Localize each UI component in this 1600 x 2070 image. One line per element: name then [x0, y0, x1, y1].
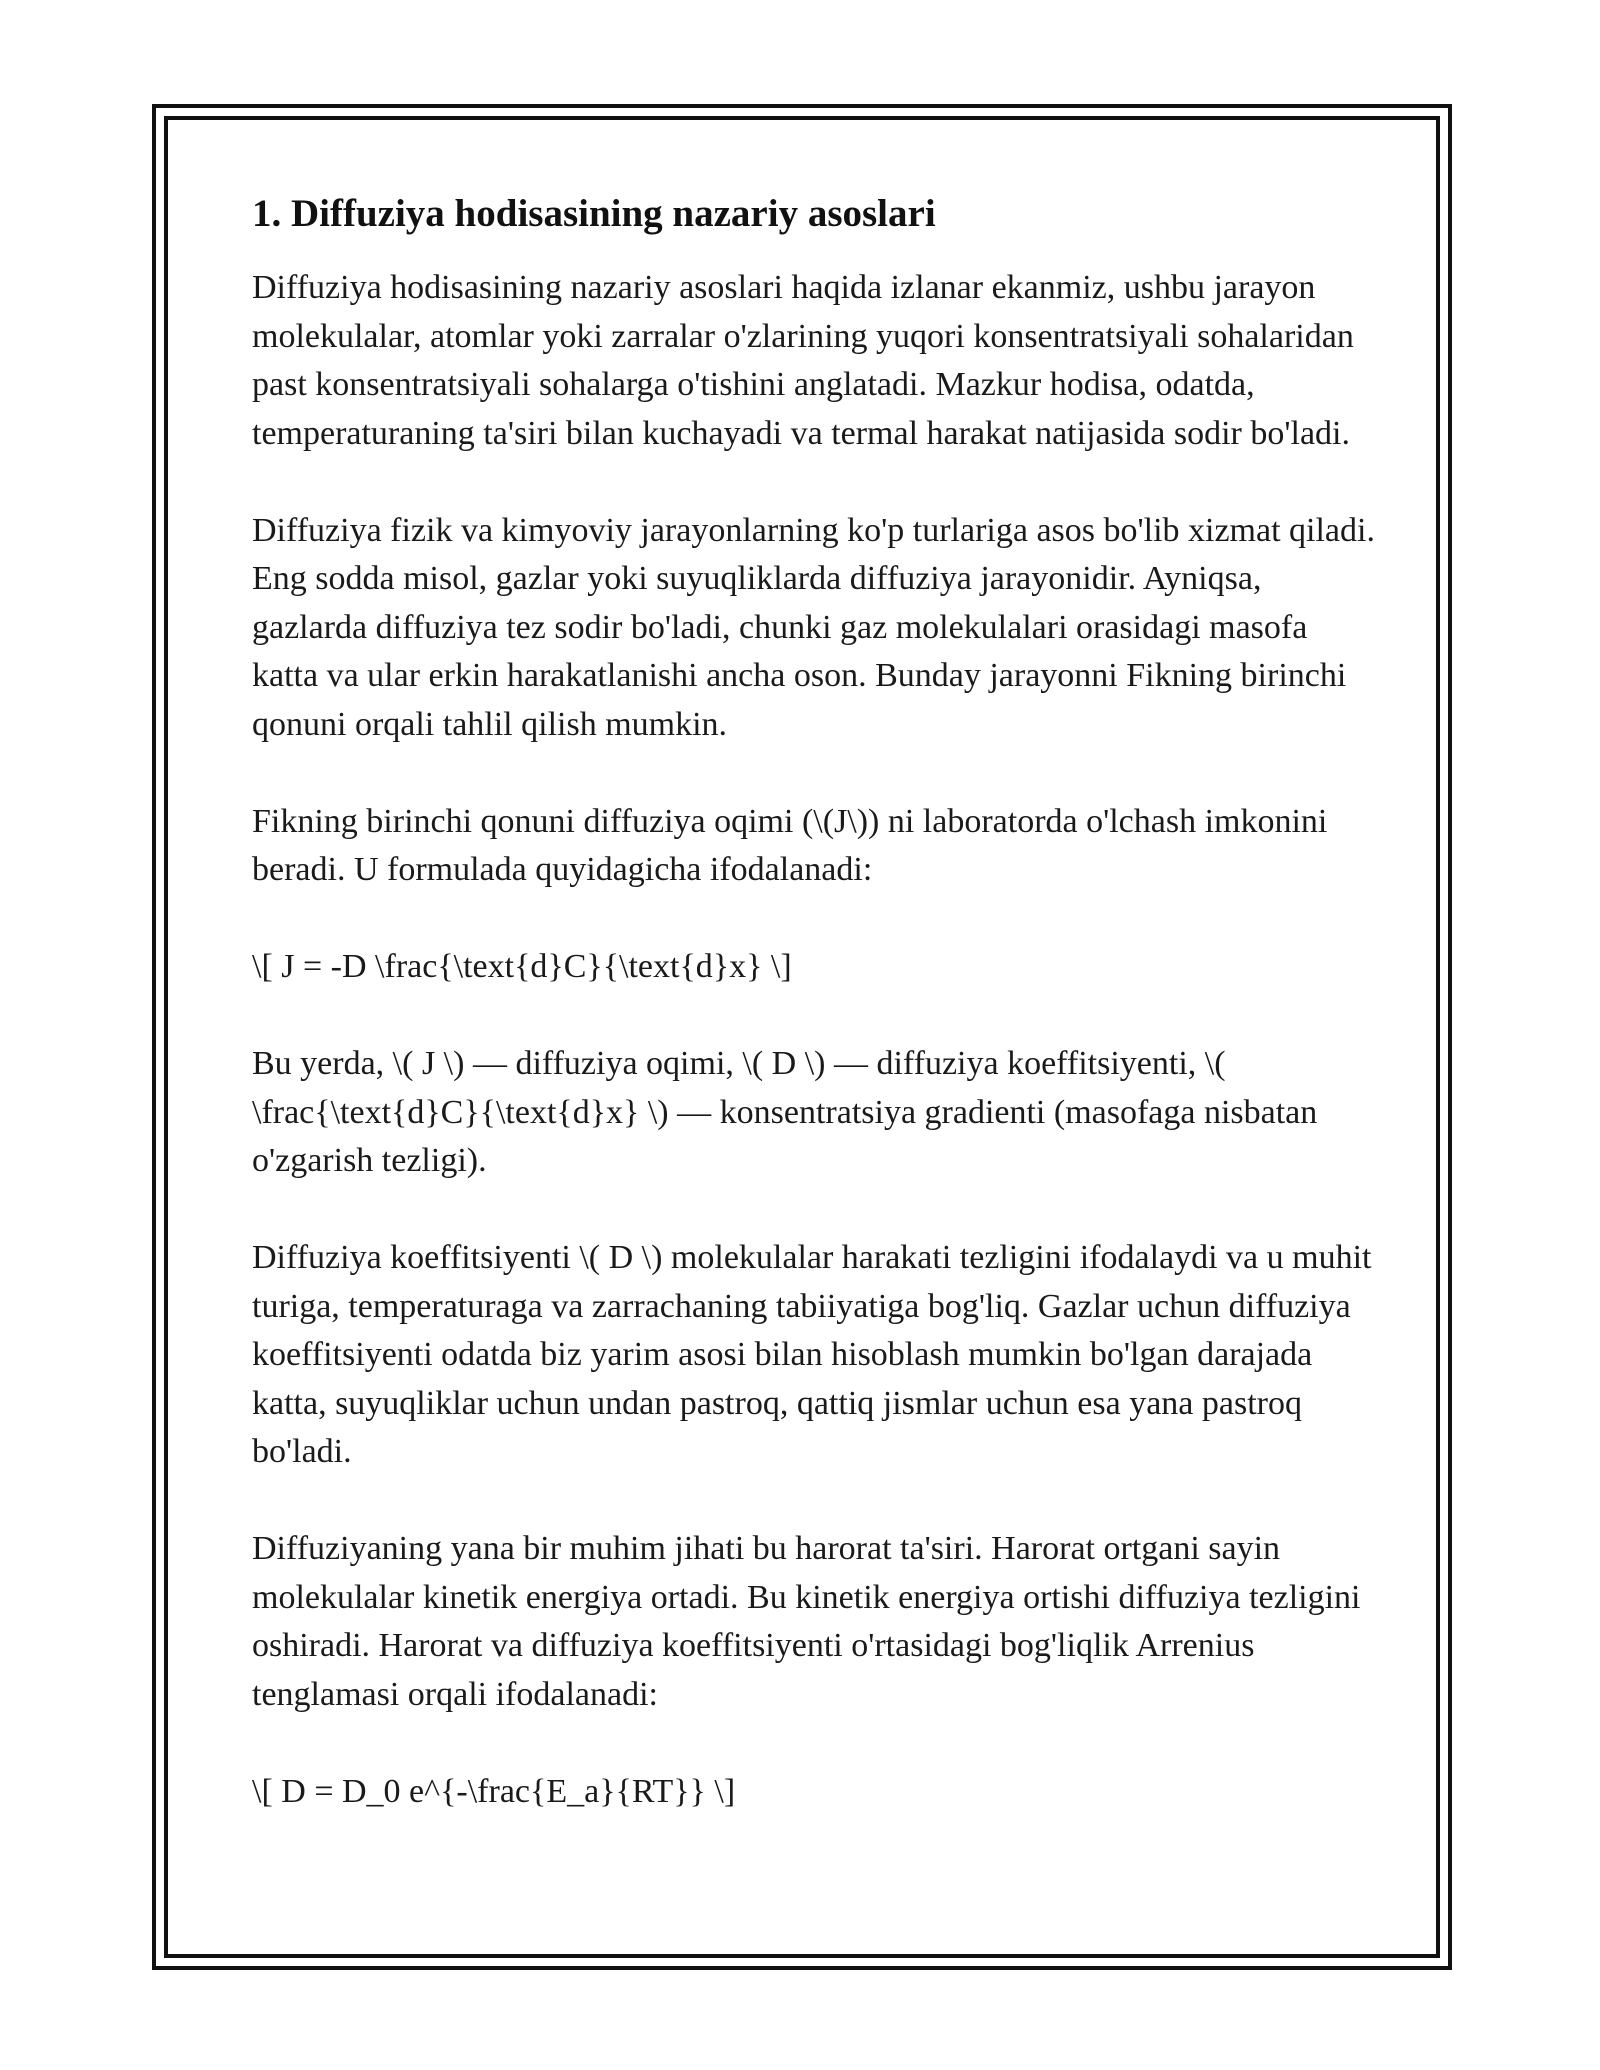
page-border-inner: [164, 116, 1440, 1958]
paragraph-diffusion-definition: Diffuziya hodisasining nazariy asoslari haqida izlanar ekanmiz, ushbu jarayon molekulalar, atomlar yoki zarralar o'zlarining yuqori konsentratsiyali sohalaridan past konsentratsiyali sohalarga o'tishini anglatadi. Mazkur hodisa, odatda, temperaturaning ta'siri bilan kuchayadi va termal harakat natijasida sodir bo'ladi.: [252, 269, 1354, 452]
formula-arrhenius: \[ D = D_0 e^{-\frac{E_a}{RT}} \]: [252, 1772, 736, 1810]
paragraph-formula-terms: Bu yerda, \( J \) — diffuziya oqimi, \( D \) — diffuziya koeffitsiyenti, \( \frac{\text{d}C}{\text{d}x} \) — konsentratsiya gradienti (masofaga nisbatan o'zgarish tezligi).: [252, 1045, 1318, 1179]
document-body: [252, 188, 1380, 1816]
paragraph-diffusion-coefficient: Diffuziya koeffitsiyenti \( D \) molekulalar harakati tezligini ifodalaydi va u muhit turiga, temperaturaga va zarrachaning tabiiyatiga bog'liq. Gazlar uchun diffuziya koeffitsiyenti odatda biz yarim asosi bilan hisoblash mumkin bo'lgan darajada katta, suyuqliklar uchun undan pastroq, qattiq jismlar uchun esa yana pastroq bo'ladi.: [252, 1239, 1372, 1470]
page-border-outer: [152, 104, 1452, 1970]
section-title: 1. Diffuziya hodisasining nazariy asoslari: [252, 192, 936, 235]
paragraph-diffusion-examples: Diffuziya fizik va kimyoviy jarayonlarning ko'p turlariga asos bo'lib xizmat qiladi. Eng sodda misol, gazlar yoki suyuqliklarda diffuziya jarayonidir. Ayniqsa, gazlarda diffuziya tez sodir bo'ladi, chunki gaz molekulalari orasidagi masofa katta va ular erkin harakatlanishi ancha oson. Bunday jarayonni Fikning birinchi qonuni orqali tahlil qilish mumkin.: [252, 511, 1375, 743]
paragraph-temperature-effect: Diffuziyaning yana bir muhim jihati bu harorat ta'siri. Harorat ortgani sayin molekulalar kinetik energiya ortadi. Bu kinetik energiya ortishi diffuziya tezligini oshiradi. Harorat va diffuziya koeffitsiyenti o'rtasidagi bog'liqlik Arrenius tenglamasi orqali ifodalanadi:: [252, 1530, 1361, 1713]
paragraph-fick-law-intro: Fikning birinchi qonuni diffuziya oqimi (\(J\)) ni laboratorda o'lchash imkonini beradi. U formulada quyidagicha ifodalanadi:: [252, 802, 1328, 888]
formula-fick-law: \[ J = -D \frac{\text{d}C}{\text{d}x} \]: [252, 948, 792, 985]
